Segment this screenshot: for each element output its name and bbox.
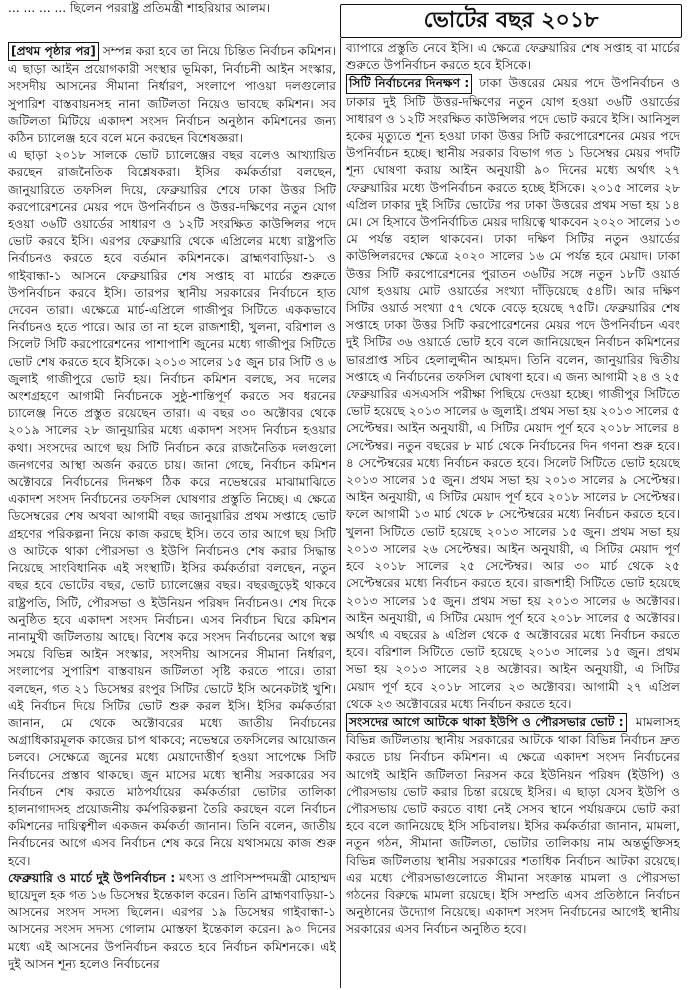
continuation-tag: [প্রথম পৃষ্ঠার পর]	[8, 42, 99, 61]
left-paragraph-1-text: সম্পন্ন করা হবে তা নিয়ে চিন্তিত নির্বাচন কমিশন। এ ছাড়া আইন প্রয়োগকারী সংস্থার ভূমিকা, নির্বাচনী আইন সংস্কার, সংসদীয় আসনের সীমানা নির্ধারণ, সংলাপে পাওয়া দলগুলোর সুপারিশ বাস্তবায়নসহ নানা জটিলতা নিয়েও ভাবছে কমিশন। সব জটিলতা মিটিয়ে একাদশ সংসদ নির্বাচন অনুষ্ঠান কমিশনের জন্য কঠিন চ্যালেঞ্জ হবে বলে মনে করছেন বিশেষজ্ঞরা।	[8, 44, 336, 146]
continuation-tag-label: প্রথম পৃষ্ঠার পর	[16, 44, 91, 58]
left-paragraph-3	[8, 870, 336, 973]
left-paragraph-3-text: মৎস্য ও প্রাণিসম্পদমন্ত্রী মোহাম্মদ ছায়েদুল হক গত ১৬ ডিসেম্বর ইন্তেকাল করেন। তিনি ব্রাহ্মণবাড়িয়া-১ আসনের সংসদ সদস্য ছিলেন। এরপর ১৯ ডিসেম্বর গাইবান্ধা-১ আসনের সংসদ সদস্য গোলাম মোস্তফা ইন্তেকাল করেন। ৯০ দিনের মধ্যে এই আসনের উপনির্বাচন করতে হবে নির্বাচন কমিশনকে। এই দুই আসন শূন্য হলেও নির্বাচনের	[8, 870, 336, 971]
right-paragraph-2-text: ঢাকা উত্তরের মেয়র পদে উপনির্বাচন ও ঢাকার দুই সিটি উত্তর-দক্ষিণের নতুন যোগ হওয়া ৩৬টি ওয়ার্ডের সাধারণ ও ১২টি সংরক্ষিত কাউন্সিলর পদে ভোট করবে ইসি। আনিসুল হকের মৃত্যুতে শূন্য হওয়া ঢাকা উত্তর সিটি করপোরেশনের মেয়র পদে উপনির্বাচন হচ্ছে। স্থানীয় সরকার বিভাগ গত ১ ডিসেম্বর মেয়র পদটি শূন্য ঘোষণা করায় আইন অনুযায়ী ৯০ দিনের মধ্যে অর্থাৎ ২৭ ফেব্রুয়ারির মধ্যে উপনির্বাচন করতে হচ্ছে ইসিকে। ২০১৫ সালের ২৮ এপ্রিল ঢাকার দুই সিটির ভোটের পর ঢাকা উত্তরের প্রথম সভা হয় ১৪ মে। সে হিসাবে উপনির্বাচিত মেয়র দায়িত্বে থাকবেন ২০২০ সালের ১৩ মে পর্যন্ত বহাল থাকবেন। ঢাকা দক্ষিণ সিটির নতুন ওয়ার্ডের কাউন্সিলরদের ক্ষেত্রে ২০২০ সালের ১৬ মে পর্যন্ত হবে মেয়াদ। ঢাকা উত্তর সিটি করপোরেশনের পুরাতন ৩৬টির সঙ্গে নতুন ১৮টি ওয়ার্ড যোগ হওয়ায় মোট ওয়ার্ডের সংখ্যা দাঁড়িয়েছে ৫৪টি। আর দক্ষিণ সিটির ওয়ার্ড সংখ্যা ৫৭ থেকে বেড়ে হয়েছে ৭৫টি। ফেব্রুয়ারির শেষ সপ্তাহে ঢাকা উত্তর সিটি করপোরেশনের মেয়র পদে উপনির্বাচন এবং দুই সিটির ৩৬ ওয়ার্ডে ভোট হবে বলে জানিয়েছেন নির্বাচন কমিশনের ভারপ্রাপ্ত সচিব হেলালুদ্দীন আহমদ। তিনি বলেন, জানুয়ারির দ্বিতীয় সপ্তাহে এ নির্বাচনের তফসিল ঘোষণা হবে। এ জন্য আগামী ২৪ ও ২৫ ফেব্রুয়ারির এসএসসি পরীক্ষা পিছিয়ে দেওয়া হচ্ছে। গাজীপুর সিটিতে ভোট হয়েছে ২০১৩ সালের ৬ জুলাই। প্রথম সভা হয় ২০১৩ সালের ৫ সেপ্টেম্বর। আইন অনুযায়ী, এ সিটির মেয়াদ পূর্ণ হবে ২০১৮ সালের ৪ সেপ্টেম্বর। নতুন বছরের ৮ মার্চ থেকে নির্বাচনের দিন গণনা শুরু হবে। ৪ সেপ্টেম্বরের মধ্যে নির্বাচন করতে হবে। সিলেট সিটিতে ভোট হয়েছে ২০১৩ সালের ১৫ জুন। প্রথম সভা হয় ২০১৩ সালের ৯ সেপ্টেম্বর। আইন অনুযায়ী, এ সিটির মেয়াদ পূর্ণ হবে ২০১৮ সালের ৮ সেপ্টেম্বর। ফলে আগামী ১৩ মার্চ থেকে ৮ সেপ্টেম্বরের মধ্যে নির্বাচন করতে হবে। খুলনা সিটিতে ভোট হয়েছে ২০১৩ সালের ১৫ জুন। প্রথম সভা হয় ২০১৩ সালের ২৬ সেপ্টেম্বর। আইন অনুযায়ী, এ সিটির মেয়াদ পূর্ণ হবে ২০১৮ সালের ২৫ সেপ্টেম্বর। আর ৩০ মার্চ থেকে ২৫ সেপ্টেম্বরের মধ্যে নির্বাচন করতে হবে। রাজশাহী সিটিতে ভোট হয়েছে ২০১৩ সালের ১৫ জুন। প্রথম সভা হয় ২০১৩ সালের ৬ অক্টোবর। আইন অনুযায়ী, এ সিটির মেয়াদ পূর্ণ হবে ২০১৮ সালের ৫ অক্টোবর। অর্থাৎ এ বছরের ৯ এপ্রিল থেকে ৫ অক্টোবরের মধ্যে নির্বাচন করতে হবে। বরিশাল সিটিতে ভোট হয়েছে ২০১৩ সালের ১৫ জুন। প্রথম সভা হয় ২০১৩ সালের ২৪ অক্টোবর। আইন অনুযায়ী, এ সিটির মেয়াদ পূর্ণ হবে ২০১৮ সালের ২৩ অক্টোবর। আগামী ২৭ এপ্রিল থেকে ২৩ অক্টোবরের মধ্যে নির্বাচন করতে হবে।	[346, 76, 680, 711]
left-paragraph-2: এ ছাড়া ২০১৮ সালকে ভোট চ্যালেঞ্জের বছর বলেও আখ্যায়িত করছেন রাজনৈতিক বিশ্লেষকরা। ইসির কর্মকর্তারা বলছেন, জানুয়ারিতে তফসিল দিয়ে, ফেব্রুয়ারির শেষে ঢাকা উত্তর সিটি করপোরেশনের মেয়র পদে উপনির্বাচন ও উত্তর-দক্ষিণের নতুন যোগ হওয়া ৩৬টি ওয়ার্ডের সাধারণ ও ১২টি সংরক্ষিত কাউন্সিলর পদে ভোট করবে ইসি। এরপর ফেব্রুয়ারি থেকে এপ্রিলের মধ্যে রাষ্ট্রপতি নির্বাচনও করতে হবে বর্তমান কমিশনকে। ব্রাহ্মণবাড়িয়া-১ ও গাইবান্ধা-১ আসনে ফেব্রুয়ারির শেষ সপ্তাহ বা মার্চের শুরুতে উপনির্বাচন করবে ইসি। তারপর স্থানীয় সরকারের নির্বাচনে হাত দেবেন তারা। এক্ষেত্রে মার্চ-এপ্রিলে গাজীপুর সিটিতে এককভাবে নির্বাচনও হতে পারে। আর তা না হলে রাজশাহী, খুলনা, বরিশাল ও সিলেট সিটি করপোরেশনের পাশাপাশি জুনের মধ্যে গাজীপুর সিটিতে ভোট শেষ করতে হবে ইসিকে। ২০১৩ সালের ১৫ জুন চার সিটি ও ৬ জুলাই গাজীপুরে ভোট হয়। নির্বাচন কমিশন বলছে, সব দলের অংশগ্রহণে আগামী নির্বাচনকে সুষ্ঠু-শান্তিপূর্ণ করতে সব ধরনের চ্যালেঞ্জ নিতে প্রস্তুত রয়েছেন তারা। এ বছর ৩০ অক্টোবর থেকে ২০১৯ সালের ২৮ জানুয়ারির মধ্যে একাদশ সংসদ নির্বাচন হওয়ার কথা। সংসদের আগে ছয় সিটি নির্বাচন করে রাজনৈতিক দলগুলো জনগণের আস্থা অর্জন করতে চায়। জানা গেছে, নির্বাচন কমিশন অক্টোবরে নির্বাচনের দিনক্ষণ ঠিক করে নভেম্বরের মাঝামাঝিতে একাদশ সংসদ নির্বাচনের তফসিল ঘোষণার প্রস্তুতি নিচ্ছে। এ ক্ষেত্রে ডিসেম্বরের শেষ অথবা আগামী বছর জানুয়ারির প্রথম সপ্তাহে ভোট গ্রহণের পরিকল্পনা নিয়ে কাজ করছে ইসি। তবে তার আগে ছয় সিটি ও আটকে থাকা পৌরসভা ও ইউপি নির্বাচনও শেষ করার সিদ্ধান্ত নিয়েছে সাংবিধানিক এই সংস্থাটি। ইসির কর্মকর্তারা বলছেন, নতুন বছর হবে ভোটের বছর, ভোট চ্যালেঞ্জের বছর। বছরজুড়েই থাকবে রাষ্ট্রপতি, সিটি, পৌরসভা ও ইউনিয়ন পরিষদ নির্বাচনও। শেষ দিকে অনুষ্ঠিত হবে একাদশ সংসদ নির্বাচন। এসব নির্বাচন ঘিরে কমিশন নানামুখী জটিলতায় আছে। বিশেষ করে সংসদ নির্বাচনের আগে স্বল্প সময়ে বিভিন্ন আইন সংস্কার, সংসদীয় আসনের সীমানা নির্ধারণ, সংলাপের সুপারিশ বাস্তবায়ন জটিলতা সৃষ্টি করতে পারে। তারা বলছেন, গত ২১ ডিসেম্বর রংপুর সিটির ভোটে ইসি অনেকটাই খুশি। এই নির্বাচন দিয়ে সিটির ভোট শুরু করল ইসি। ইসির কর্মকর্তারা জানান, মে থেকে অক্টোবরের মধ্যে জাতীয় নির্বাচনের অগ্রাধিকারমূলক কাজের চাপ থাকবে; নভেম্বরে তফসিলের আয়োজন চলবে। সেক্ষেত্রে জুনের মধ্যে মেয়াদোত্তীর্ণ হওয়া সাপেক্ষে সিটি নির্বাচনের প্রস্তাব থাকছে। জুন মাসের মধ্যে স্থানীয় সরকারের সব নির্বাচন শেষ করতে মাঠপর্যায়ের কর্মকর্তারা ভোটার তালিকা হালনাগাদসহ প্রয়োজনীয় কর্মপরিকল্পনা তৈরি করছেন বলে নির্বাচন কমিশনের দায়িত্বশীল একজন কর্মকর্তা জানান। তিনি বলেন, জাতীয় নির্বাচনের আগে এসব নির্বাচন শেষ করে নিয়ে যথাসময়ে কাজ শুরু হবে।	[8, 148, 336, 868]
article-headline: ভোটের বছর ২০১৮	[340, 4, 682, 38]
column-divider	[340, 38, 341, 988]
right-paragraph-3-text: মামলাসহ বিভিন্ন জটিলতায় স্থানীয় সরকারের আটকে থাকা বিভিন্ন নির্বাচন দ্রুত করতে চায় নির্বাচন কমিশন। এ ক্ষেত্রে একাদশ সংসদ নির্বাচনের আগেই আইনি জটিলতা নিরসন করে ইউনিয়ন পরিষদ (ইউপি) ও পৌরসভায় ভোট করার চিন্তা রয়েছে ইসির। এ ছাড়া যেসব ইউপি ও পৌরসভায় ভোট করতে বাধা নেই সেসব স্থানে পর্যায়ক্রমে ভোট করা হবে বলে জানিয়েছে ইসি সচিবালয়। ইসির কর্মকর্তারা জানান, মামলা, নতুন গঠন, সীমানা জটিলতা, ভোটার তালিকায় নাম অন্তর্ভুক্তিসহ বিভিন্ন জটিলতায় স্থানীয় সরকারের শতাধিক নির্বাচন আটকা রয়েছে। এর মধ্যে পৌরসভাগুলোতে সীমানা সংক্রান্ত মামলা ও পৌরসভা গঠনের বিরুদ্ধে মামলা রয়েছে। ইসি সম্প্রতি এসব প্রতিষ্ঠানে নির্বাচন অনুষ্ঠানের উদ্যোগ নিয়েছে। একাদশ সংসদ নির্বাচনের আগেই স্থানীয় সরকারের এসব নির্বাচন অনুষ্ঠিত হবে।	[346, 714, 680, 937]
subheading-up-pourashava: সংসদের আগে আটকে থাকা ইউপি ও পৌরসভার ভোট :	[346, 713, 627, 732]
left-paragraph-1	[8, 42, 336, 147]
right-paragraph-3	[346, 713, 680, 939]
right-paragraph-1: ব্যাপারে প্রস্তুতি নেবে ইসি। এ ক্ষেত্রে ফেব্রুয়ারির শেষ সপ্তাহ বা মার্চের শুরুতে উপনির্বাচন করতে হবে ইসিকে।	[346, 41, 680, 73]
subheading-city-elections: সিটি নির্বাচনের দিনক্ষণ :	[346, 74, 472, 93]
left-column	[8, 42, 336, 986]
right-paragraph-2	[346, 74, 680, 713]
right-column	[346, 40, 680, 986]
subheading-by-elections: ফেব্রুয়ারি ও মার্চে দুই উপনির্বাচন :	[8, 870, 176, 885]
previous-article-fragment: ... ... ... ... ছিলেন পররাষ্ট্র প্রতিমন্ত্রী শাহরিয়ার আলম।	[8, 1, 271, 15]
